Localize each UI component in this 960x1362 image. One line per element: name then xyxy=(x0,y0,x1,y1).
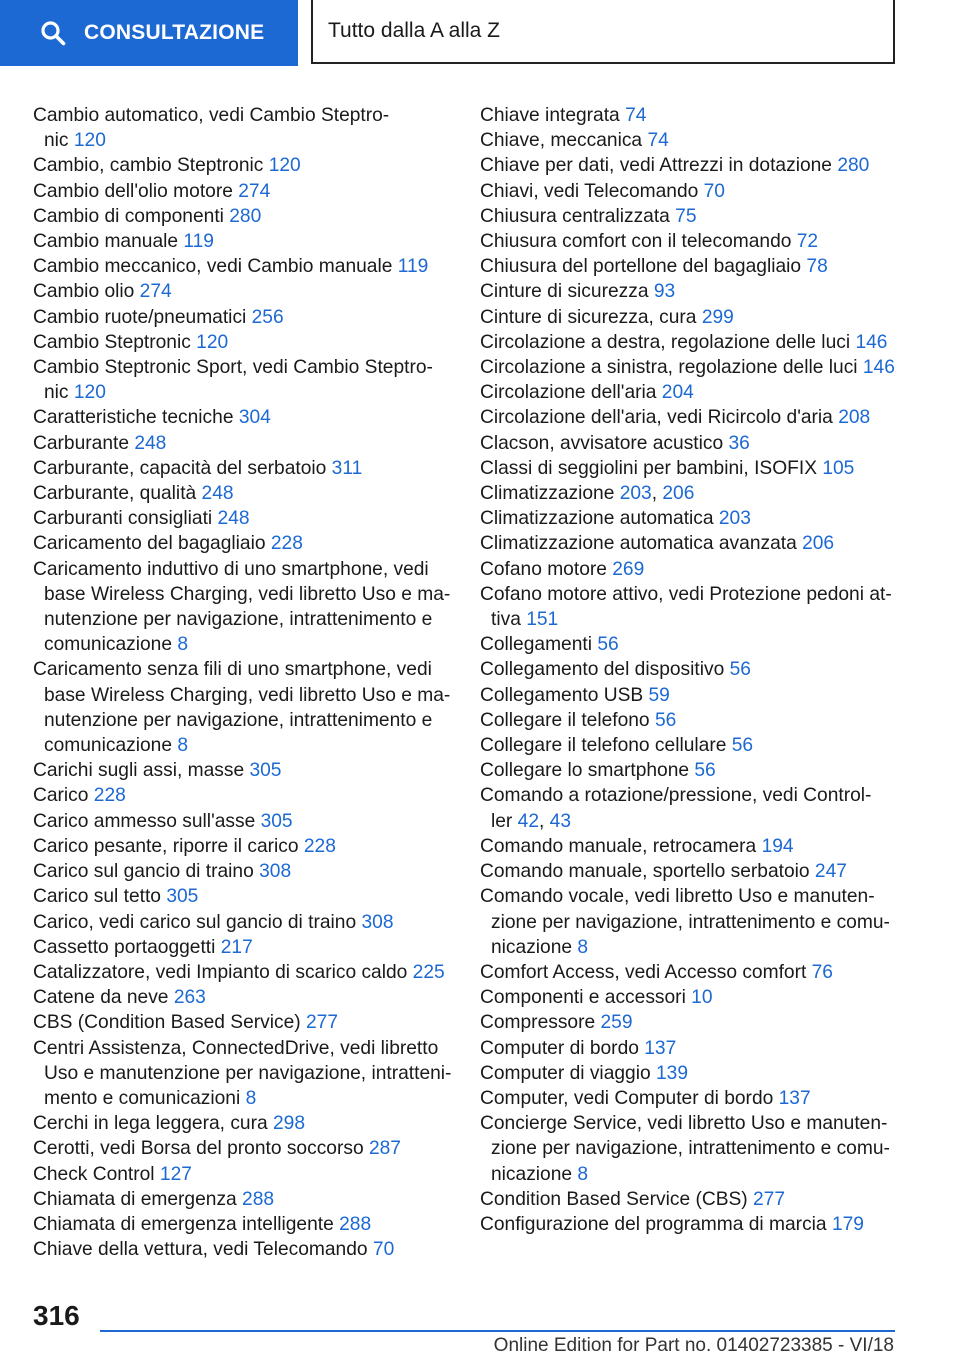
index-entry xyxy=(480,1010,900,1035)
page-title: Tutto dalla A alla Z xyxy=(328,19,500,42)
page-link[interactable]: 194 xyxy=(761,835,794,857)
index-entry xyxy=(33,783,453,808)
index-entry xyxy=(33,204,453,229)
index-entry xyxy=(480,859,900,884)
index-entry-text: Computer di viaggio xyxy=(480,1062,656,1084)
index-entry xyxy=(480,557,900,582)
index-entry xyxy=(480,431,900,456)
index-entry xyxy=(480,1061,900,1086)
index-entry-text: Carico pesante, riporre il carico xyxy=(33,835,304,857)
page-link[interactable]: 287 xyxy=(368,1138,401,1160)
index-entry xyxy=(480,582,900,632)
index-entry-text: Cofano motore xyxy=(480,558,613,580)
page-link[interactable]: 56 xyxy=(654,709,677,731)
index-entry xyxy=(33,330,453,355)
index-entry xyxy=(33,985,453,1010)
index-entry xyxy=(480,1036,900,1061)
page-link[interactable]: 56 xyxy=(729,659,751,681)
index-entry xyxy=(480,834,900,859)
index-entry-continuation: base Wireless Charging, vedi libretto Uso e ma- xyxy=(44,583,451,605)
index-entry-text: Collegare lo smartphone xyxy=(480,760,695,782)
index-entry-text: Check Control xyxy=(33,1163,160,1185)
page-link[interactable]: 93 xyxy=(653,281,676,303)
index-entry xyxy=(33,431,453,456)
page-link[interactable]: 206 xyxy=(662,483,695,505)
page-link[interactable]: 151 xyxy=(526,609,559,631)
index-entry xyxy=(480,279,900,304)
index-entry-text: Caricamento del bagagliaio xyxy=(33,533,271,555)
index-entry-text: Cambio meccanico, vedi Cambio manuale xyxy=(33,256,398,278)
index-entry-text: Caratteristiche tecniche xyxy=(33,407,239,429)
page-link[interactable]: 139 xyxy=(655,1062,688,1084)
index-entry-text: Chiamata di emergenza xyxy=(33,1188,243,1210)
index-entry-text: Comando a rotazione/pressione, vedi Control- xyxy=(480,785,872,807)
page-link[interactable]: 42 xyxy=(517,810,539,832)
index-entry-text: Collegamenti xyxy=(480,634,598,656)
index-entry-text: Caricamento senza fili di uno smartphone, vedi xyxy=(33,659,432,681)
page-link[interactable]: 120 xyxy=(196,331,229,353)
index-entry-text: Cambio Steptronic xyxy=(33,331,197,353)
page-link[interactable]: 146 xyxy=(855,331,888,353)
index-entry-text: Cambio di componenti xyxy=(33,205,230,227)
index-entry-text: Comando vocale, vedi libretto Uso e manuten- xyxy=(480,886,875,908)
index-entry-text: Circolazione dell'aria, vedi Ricircolo d'aria xyxy=(480,407,839,429)
index-entry-text: Carico sul gancio di traino xyxy=(33,861,260,883)
section-label: CONSULTAZIONE xyxy=(84,21,265,44)
index-entry-continuation: zione per navigazione, intrattenimento e comu- xyxy=(491,911,890,933)
index-entry-text: Chiamata di emergenza intelligente xyxy=(33,1213,340,1235)
page-link[interactable]: 43 xyxy=(549,810,572,832)
index-entry xyxy=(33,1212,453,1237)
index-entry xyxy=(480,985,900,1010)
index-entry xyxy=(33,103,453,153)
index-entry-text: Cambio Steptronic Sport, vedi Cambio Steptro- xyxy=(33,357,433,379)
page-link[interactable]: 228 xyxy=(303,835,336,857)
page-number: 316 xyxy=(33,1300,80,1331)
page-link[interactable]: 75 xyxy=(675,205,697,227)
index-entry-continuation: nic xyxy=(44,130,74,152)
index-entry-text: Caricamento induttivo di uno smartphone, vedi xyxy=(33,558,429,580)
page-link[interactable]: 225 xyxy=(412,961,445,983)
index-entry-text: Chiusura comfort con il telecomando xyxy=(480,231,797,253)
index-entry xyxy=(33,254,453,279)
index-entry-text: Carico, vedi carico sul gancio di traino xyxy=(33,911,362,933)
index-entry-text: Chiavi, vedi Telecomando xyxy=(480,180,704,202)
index-entry-text: Carichi sugli assi, masse xyxy=(33,760,250,782)
index-entry xyxy=(33,456,453,481)
page-link[interactable]: 74 xyxy=(625,105,647,126)
index-entry-text: Collegamento del dispositivo xyxy=(480,659,730,681)
index-entry-text: Classi di seggiolini per bambini, ISOFIX xyxy=(480,457,823,479)
index-entry xyxy=(33,657,453,758)
index-entry xyxy=(480,657,900,682)
index-entry xyxy=(480,254,900,279)
index-entry-text: Configurazione del programma di marcia xyxy=(480,1213,832,1235)
page-link[interactable]: 256 xyxy=(251,306,284,328)
index-entry xyxy=(480,708,900,733)
page-link[interactable]: 105 xyxy=(822,457,855,479)
edition-text: Online Edition for Part no. 01402723385 - VI/18 xyxy=(493,1335,894,1356)
index-entry xyxy=(480,305,900,330)
page-link[interactable]: 259 xyxy=(600,1012,633,1034)
index-entry xyxy=(33,179,453,204)
page-link[interactable]: 8 xyxy=(577,1163,589,1185)
index-entry-text: Cassetto portaoggetti xyxy=(33,936,221,958)
index-entry xyxy=(480,204,900,229)
section-title-tab[interactable] xyxy=(311,0,895,64)
index-entry xyxy=(480,531,900,556)
index-entry xyxy=(33,935,453,960)
page-link[interactable]: 280 xyxy=(229,205,262,227)
page-link[interactable]: 59 xyxy=(648,684,670,706)
page-separator: , xyxy=(651,483,663,505)
index-entry xyxy=(33,405,453,430)
index-entry xyxy=(33,859,453,884)
index-entry xyxy=(33,960,453,985)
page-link[interactable]: 146 xyxy=(862,357,895,379)
index-entry-text: Catalizzatore, vedi Impianto di scarico caldo xyxy=(33,961,413,983)
index-entry xyxy=(33,1010,453,1035)
page-link[interactable]: 8 xyxy=(177,735,188,757)
page-link[interactable]: 277 xyxy=(306,1012,339,1034)
index-entry-text: Cofano motore attivo, vedi Protezione pedoni at- xyxy=(480,583,892,605)
page-link[interactable]: 308 xyxy=(259,861,292,883)
page-link[interactable]: 10 xyxy=(691,987,713,1009)
index-entry-text: Chiave, meccanica xyxy=(480,130,648,152)
index-entry-text: Comando manuale, retrocamera xyxy=(480,835,762,857)
index-entry-text: Centri Assistenza, ConnectedDrive, vedi libretto xyxy=(33,1037,439,1059)
page-link[interactable]: 8 xyxy=(245,1087,257,1109)
index-entry-continuation: nic xyxy=(44,382,74,404)
page-link[interactable]: 120 xyxy=(73,382,106,404)
index-entry-continuation: ler xyxy=(491,810,518,832)
index-entry xyxy=(33,279,453,304)
header xyxy=(0,0,960,66)
index-entry-text: Circolazione a destra, regolazione delle luci xyxy=(480,331,856,353)
page-separator: , xyxy=(539,810,550,832)
index-entry xyxy=(480,884,900,960)
index-entry xyxy=(33,1111,453,1136)
index-entry-text: Climatizzazione automatica xyxy=(480,508,719,530)
index-entry xyxy=(33,153,453,178)
index-entry-continuation: tiva xyxy=(491,609,527,631)
index-entry-text: Collegare il telefono cellulare xyxy=(480,735,732,757)
index-entry xyxy=(33,1187,453,1212)
footer-divider xyxy=(100,1330,895,1332)
index-entry xyxy=(33,910,453,935)
page-link[interactable]: 8 xyxy=(177,634,188,656)
page-link[interactable]: 74 xyxy=(647,130,669,152)
index-entry xyxy=(480,1212,900,1237)
index-entry-text: CBS (Condition Based Service) xyxy=(33,1012,307,1034)
page-link[interactable]: 137 xyxy=(644,1037,677,1059)
page-link[interactable]: 120 xyxy=(73,130,106,152)
page-link[interactable]: 228 xyxy=(270,533,303,555)
page-link[interactable]: 305 xyxy=(249,760,282,782)
index-entry-text: Chiusura centralizzata xyxy=(480,205,676,227)
index-entry-text: Climatizzazione xyxy=(480,483,620,505)
index-entry xyxy=(33,884,453,909)
index-entry-text: Cambio manuale xyxy=(33,231,184,253)
page-link[interactable]: 76 xyxy=(811,961,833,983)
index-entry-text: Cambio ruote/pneumatici xyxy=(33,306,252,328)
index-entry-continuation: mento e comunicazioni xyxy=(44,1087,246,1109)
index-entry-continuation: nutenzione per navigazione, intrattenimento e xyxy=(44,709,433,731)
index-entry-continuation: zione per navigazione, intrattenimento e comu- xyxy=(491,1138,890,1160)
page-link[interactable]: 137 xyxy=(778,1087,811,1109)
index-entry xyxy=(33,506,453,531)
page-link[interactable]: 274 xyxy=(238,180,271,202)
page-link[interactable]: 203 xyxy=(619,483,652,505)
page-link[interactable]: 263 xyxy=(173,987,206,1009)
page-link[interactable]: 247 xyxy=(814,861,847,883)
page-link[interactable]: 248 xyxy=(217,508,250,530)
index-entry xyxy=(33,1136,453,1161)
index-entry xyxy=(480,683,900,708)
page-link[interactable]: 56 xyxy=(731,735,754,757)
index-entry-text: Cinture di sicurezza xyxy=(480,281,654,303)
index-entry-text: Chiave per dati, vedi Attrezzi in dotazione xyxy=(480,155,838,177)
index-column-left xyxy=(33,103,453,1262)
index-entry xyxy=(33,355,453,405)
page-link[interactable]: 119 xyxy=(397,256,429,278)
index-entry-text: Circolazione a sinistra, regolazione delle luci xyxy=(480,357,863,379)
index-entry xyxy=(480,733,900,758)
index-entry-continuation: comunicazione xyxy=(44,735,178,757)
index-entry xyxy=(33,557,453,658)
index-entry xyxy=(33,758,453,783)
index-entry-continuation: Uso e manutenzione per navigazione, intratteni- xyxy=(44,1062,452,1084)
index-entry-continuation: nicazione xyxy=(491,936,578,958)
index-entry xyxy=(480,229,900,254)
page-link[interactable]: 127 xyxy=(159,1163,192,1185)
page-link[interactable]: 217 xyxy=(220,936,253,958)
index-entry xyxy=(480,1086,900,1111)
index-entry xyxy=(33,1036,453,1112)
index-entry xyxy=(33,481,453,506)
index-entry xyxy=(480,128,900,153)
index-entry xyxy=(480,632,900,657)
index-entry xyxy=(480,103,900,128)
page-link[interactable]: 277 xyxy=(753,1188,786,1210)
page-link[interactable]: 208 xyxy=(838,407,871,429)
page-link[interactable]: 70 xyxy=(372,1239,395,1261)
index-entry xyxy=(33,809,453,834)
page-link[interactable]: 56 xyxy=(694,760,716,782)
page-link[interactable]: 269 xyxy=(612,558,645,580)
index-entry-text: Cambio olio xyxy=(33,281,140,303)
index-entry xyxy=(33,229,453,254)
index-entry xyxy=(480,153,900,178)
index-entry-text: Condition Based Service (CBS) xyxy=(480,1188,754,1210)
consultazione-tab[interactable] xyxy=(0,0,298,66)
page-link[interactable]: 288 xyxy=(339,1213,372,1235)
index-column-right xyxy=(480,103,900,1237)
page-link[interactable]: 203 xyxy=(718,508,751,530)
index-entry xyxy=(480,456,900,481)
page-link[interactable]: 120 xyxy=(268,155,301,177)
index-entry-text: Chiusura del portellone del bagagliaio xyxy=(480,256,807,278)
index-entry-text: Chiave della vettura, vedi Telecomando xyxy=(33,1239,373,1261)
index-entry-text: Cambio, cambio Steptronic xyxy=(33,155,269,177)
index-entry xyxy=(33,1162,453,1187)
index-entry xyxy=(480,355,900,380)
page-link[interactable]: 179 xyxy=(831,1213,864,1235)
index-entry xyxy=(480,1187,900,1212)
index-entry-continuation: nicazione xyxy=(491,1163,578,1185)
index-entry-text: Carico sul tetto xyxy=(33,886,167,908)
index-entry xyxy=(480,481,900,506)
page-link[interactable]: 248 xyxy=(201,483,234,505)
index-entry-text: Compressore xyxy=(480,1012,601,1034)
index-entry-text: Catene da neve xyxy=(33,987,174,1009)
index-entry-text: Computer di bordo xyxy=(480,1037,645,1059)
index-entry-continuation: comunicazione xyxy=(44,634,178,656)
index-entry-text: Chiave integrata xyxy=(480,105,626,126)
index-entry xyxy=(480,758,900,783)
index-entry-text: Carburanti consigliati xyxy=(33,508,218,530)
index-entry-text: Clacson, avvisatore acustico xyxy=(480,432,729,454)
index-entry-text: Climatizzazione automatica avanzata xyxy=(480,533,803,555)
page-link[interactable]: 308 xyxy=(361,911,394,933)
page-link[interactable]: 228 xyxy=(93,785,126,807)
index-entry-text: Componenti e accessori xyxy=(480,987,692,1009)
page-link[interactable]: 280 xyxy=(837,155,870,177)
page-link[interactable]: 304 xyxy=(238,407,271,429)
index-entry-continuation: nutenzione per navigazione, intrattenimento e xyxy=(44,609,433,631)
page-link[interactable]: 78 xyxy=(806,256,828,278)
index-entry-continuation: base Wireless Charging, vedi libretto Uso e ma- xyxy=(44,684,451,706)
index-entry-text: Comando manuale, sportello serbatoio xyxy=(480,861,815,883)
index-entry-text: Comfort Access, vedi Accesso comfort xyxy=(480,961,812,983)
page-link[interactable]: 311 xyxy=(331,457,363,479)
index-entry-text: Computer, vedi Computer di bordo xyxy=(480,1087,779,1109)
index-entry xyxy=(480,179,900,204)
index-entry xyxy=(33,1237,453,1262)
page-link[interactable]: 119 xyxy=(183,231,214,253)
page-link[interactable]: 274 xyxy=(139,281,172,303)
page-link[interactable]: 56 xyxy=(597,634,619,656)
index-entry-text: Carburante, capacità del serbatoio xyxy=(33,457,332,479)
page-link[interactable]: 70 xyxy=(703,180,725,202)
page-link[interactable]: 248 xyxy=(134,432,167,454)
index-entry-text: Cinture di sicurezza, cura xyxy=(480,306,702,328)
index-entry-text: Collegamento USB xyxy=(480,684,649,706)
page-link[interactable]: 8 xyxy=(577,936,589,958)
index-entry-text: Carburante xyxy=(33,432,135,454)
page-link[interactable]: 288 xyxy=(242,1188,275,1210)
index-entry xyxy=(33,531,453,556)
index-entry-text: Collegare il telefono xyxy=(480,709,655,731)
index-entry-text: Cambio automatico, vedi Cambio Steptro- xyxy=(33,105,390,126)
index-entry-text: Circolazione dell'aria xyxy=(480,382,662,404)
index-entry xyxy=(480,1111,900,1187)
index-entry xyxy=(33,305,453,330)
index-entry-text: Cerchi in lega leggera, cura xyxy=(33,1113,273,1135)
index-entry-text: Cerotti, vedi Borsa del pronto soccorso xyxy=(33,1138,369,1160)
index-entry xyxy=(480,380,900,405)
index-entry-text: Carico ammesso sull'asse xyxy=(33,810,261,832)
page-link[interactable]: 305 xyxy=(260,810,293,832)
index-entry-text: Carico xyxy=(33,785,94,807)
page-link[interactable]: 72 xyxy=(796,231,819,253)
index-entry xyxy=(480,405,900,430)
index-entry-text: Cambio dell'olio motore xyxy=(33,180,239,202)
index-entry xyxy=(480,960,900,985)
page-link[interactable]: 206 xyxy=(802,533,835,555)
page-link[interactable]: 298 xyxy=(272,1113,305,1135)
page-link[interactable]: 299 xyxy=(701,306,734,328)
page-link[interactable]: 36 xyxy=(728,432,750,454)
search-icon xyxy=(40,20,66,46)
index-entry xyxy=(480,783,900,833)
index-entry xyxy=(480,330,900,355)
index-entry xyxy=(33,834,453,859)
index-entry-text: Concierge Service, vedi libretto Uso e manuten- xyxy=(480,1113,888,1135)
index-entry xyxy=(480,506,900,531)
page-link[interactable]: 204 xyxy=(661,382,694,404)
index-entry-text: Carburante, qualità xyxy=(33,483,202,505)
page-link[interactable]: 305 xyxy=(166,886,199,908)
